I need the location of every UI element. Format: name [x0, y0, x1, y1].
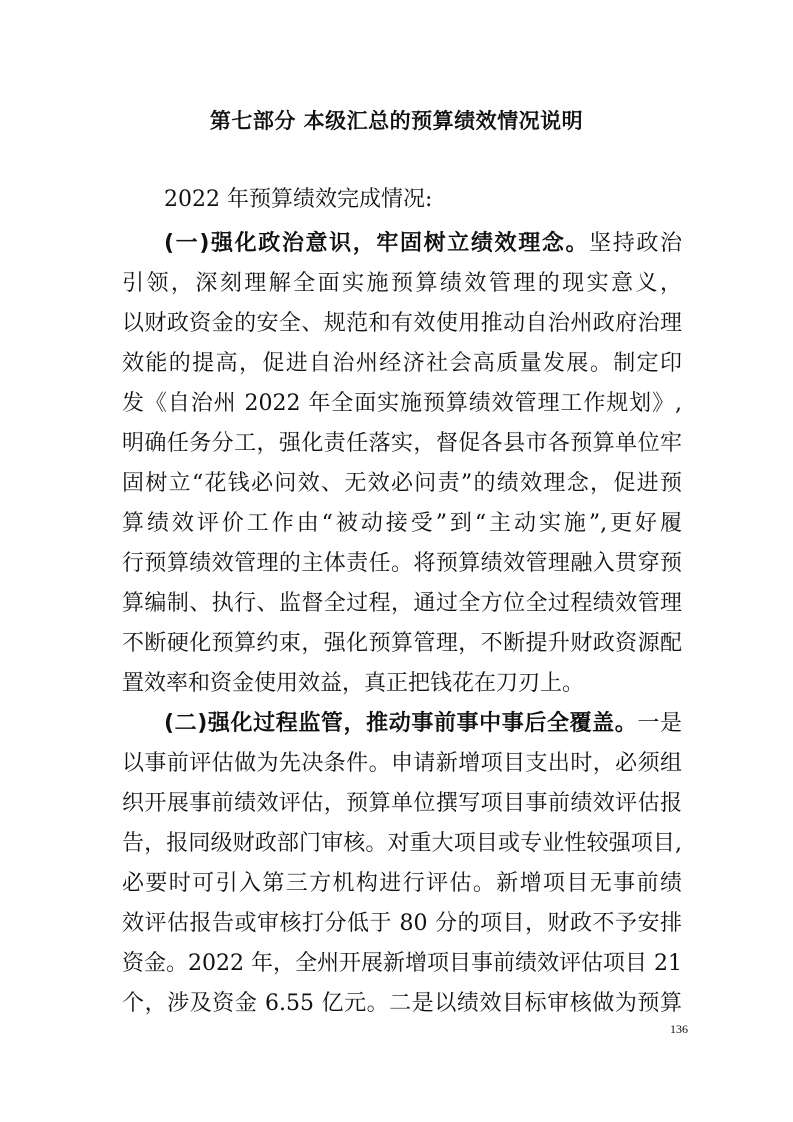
section1-text-line: 置效率和资金使用效益，真正把钱花在刀刃上。 [122, 671, 585, 696]
section1-text-line: 算编制、执行、监督全过程，通过全方位全过程绩效管理 [122, 591, 682, 616]
section2-text-line: 资金。2022 年，全州开展新增项目事前绩效评估项目 21 [122, 951, 682, 976]
section1-text-line: 明确任务分工，强化责任落实，督促各县市各预算单位牢 [122, 431, 682, 456]
section1-text-line: 不断硬化预算约束，强化预算管理，不断提升财政资源配 [122, 631, 682, 656]
section2-first-line [164, 704, 682, 744]
section1-text-line: 以财政资金的安全、规范和有效使用推动自治州政府治理 [122, 311, 682, 336]
section2-text-line: 告，报同级财政部门审核。对重大项目或专业性较强项目, [122, 831, 682, 856]
section1-text-line: 坚持政治 [589, 231, 682, 256]
section2-text-line: 以事前评估做为先决条件。申请新增项目支出时，必须组 [122, 751, 682, 776]
page-title: 第七部分 本级汇总的预算绩效情况说明 [209, 109, 584, 133]
section1-text-line: 固树立“花钱必问效、无效必问责”的绩效理念，促进预 [122, 471, 682, 496]
section1-text-line: 引领，深刻理解全面实施预算绩效管理的现实意义， [122, 271, 682, 296]
section1-text-line: 行预算绩效管理的主体责任。将预算绩效管理融入贯穿预 [122, 551, 682, 576]
section2-text-line: 效评估报告或审核打分低于 80 分的项目，财政不予安排 [122, 911, 682, 936]
section2-text-line: 一是 [637, 711, 682, 736]
section1-text-line: 效能的提高，促进自治州经济社会高质量发展。制定印 [122, 351, 682, 376]
section1-text-line: 算绩效评价工作由“被动接受”到“主动实施”,更好履 [122, 511, 682, 536]
section1-first-line [164, 224, 682, 264]
section2-heading: (二)强化过程监管，推动事前事中事后全覆盖。 [164, 711, 638, 736]
section2-text-line: 织开展事前绩效评估，预算单位撰写项目事前绩效评估报 [122, 791, 682, 816]
page-number: 136 [670, 1022, 688, 1036]
section1-text-line: 发《自治州 2022 年全面实施预算绩效管理工作规划》, [122, 391, 682, 416]
section2-text-line: 必要时可引入第三方机构进行评估。新增项目无事前绩 [122, 871, 682, 896]
section1-heading: (一)强化政治意识，牢固树立绩效理念。 [164, 231, 590, 256]
section2-text-line: 个，涉及资金 6.55 亿元。二是以绩效目标审核做为预算 [122, 991, 682, 1016]
intro-line: 2022 年预算绩效完成情况: [164, 187, 433, 212]
